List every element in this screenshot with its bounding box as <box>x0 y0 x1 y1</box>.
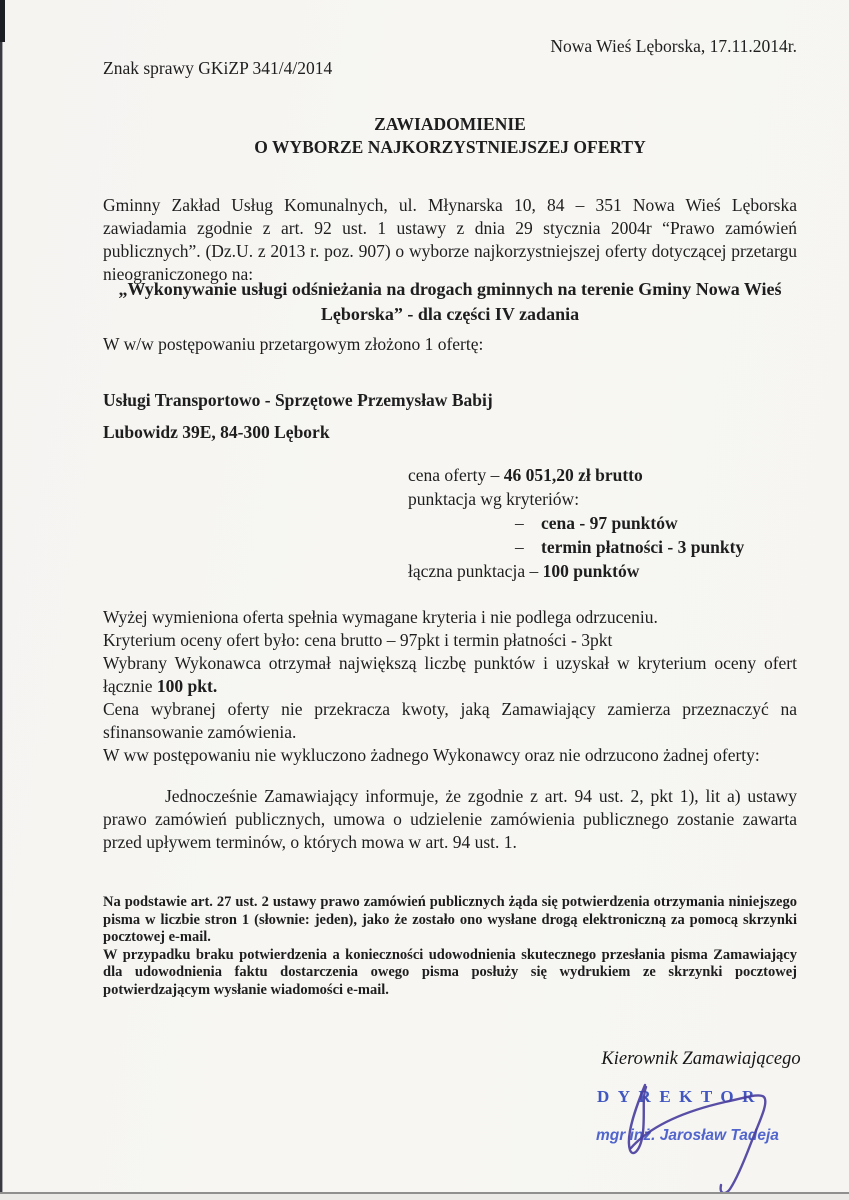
legal-note-proof: W przypadku braku potwierdzenia a konieczności udowodnienia skutecznego przesłania pisma Zamawiający dla udowodnienia faktu dostarczenia owego pisma posłuży się wydrukiem ze skrzynki pocztowej potwierdzającym wysłanie wiadomości e-mail. <box>103 946 797 998</box>
results-block <box>103 606 797 767</box>
subject-line-2: Lęborska” - dla części IV zadania <box>320 304 580 324</box>
pricing-block <box>408 463 744 583</box>
scan-below-page-area <box>0 1194 849 1200</box>
criterion-label: cena - 97 punktów <box>541 513 678 533</box>
result-winner <box>103 652 797 698</box>
director-stamp-name: mgr inż. Jarosław Tadeja <box>596 1127 779 1144</box>
result-criteria-met: Wyżej wymieniona oferta spełnia wymagane kryteria i nie podlega odrzuceniu. <box>103 607 658 627</box>
signature-role-title: Kierownik Zamawiającego <box>601 1049 801 1069</box>
result-criteria-weights: Kryterium oceny ofert było: cena brutto – 97pkt i termin płatności - 3pkt <box>103 630 613 650</box>
scan-left-edge-artifact <box>0 0 3 1194</box>
criterion-dash: – <box>515 513 524 533</box>
subject-heading <box>103 277 797 327</box>
notice-title-block <box>103 113 797 159</box>
price-value: 46 051,20 zł brutto <box>503 465 643 485</box>
result-no-exclusions: W ww postępowaniu nie wykluczono żadnego Wykonawcy oraz nie odrzucono żadnej oferty: <box>103 745 760 765</box>
total-value: 100 punktów <box>542 561 640 581</box>
price-line <box>408 463 744 487</box>
notice-subtitle: O WYBORZE NAJKORZYSTNIEJSZEJ OFERTY <box>254 137 646 157</box>
criterion-item-payment-term <box>408 535 744 559</box>
handwritten-signature <box>575 1075 790 1200</box>
subject-line-1: „Wykonywanie usługi odśnieżania na drogach gminnych na terenie Gminy Nowa Wieś <box>118 279 782 299</box>
criterion-item-price <box>408 511 744 535</box>
criteria-heading: punktacja wg kryteriów: <box>408 489 580 509</box>
legal-notes-block <box>103 894 797 999</box>
signature-long-stroke <box>631 1095 765 1193</box>
director-stamp-title: DYREKTOR <box>597 1087 763 1106</box>
criterion-dash: – <box>515 537 524 557</box>
date-line: Nowa Wieś Lęborska, 17.11.2014r. <box>550 36 797 56</box>
result-winner-points: 100 pkt. <box>156 676 218 696</box>
result-winner-text: Wybrany Wykonawca otrzymał największą liczbę punktów i uzyskał w kryterium oceny ofert łącznie <box>103 653 797 696</box>
case-number: Znak sprawy GKiZP 341/4/2014 <box>103 58 333 78</box>
offers-count-line: W w/w postępowaniu przetargowym złożono 1 ofertę: <box>103 334 484 354</box>
total-label: łączna punktacja – <box>408 561 543 581</box>
legal-note-confirmation: Na podstawie art. 27 ust. 2 ustawy prawo zamówień publicznych żąda się potwierdzenia otrzymania niniejszego pisma w liczbie stron 1 (słownie: jeden), jako że zostało ono wysłane drogą elektroniczną za pomocą skrzynki pocztowej e-mail. <box>103 894 797 945</box>
scan-corner-mark <box>0 0 5 42</box>
notice-title: ZAWIADOMIENIE <box>374 114 526 134</box>
intro-paragraph: Gminny Zakład Usług Komunalnych, ul. Młynarska 10, 84 – 351 Nowa Wieś Lęborska zawiadamia zgodnie z art. 92 ust. 1 ustawy z dnia 29 stycznia 2004r “Prawo zamówień publicznych”. (Dz.U. z 2013 r. poz. 907) o wyborze najkorzystniejszej oferty dotyczącej przetargu nieograniczonego na: <box>103 195 797 284</box>
contractor-address: Lubowidz 39E, 84-300 Lębork <box>103 422 330 442</box>
result-price-within-budget: Cena wybranej oferty nie przekracza kwoty, jaką Zamawiający zamierza przeznaczyć na sfinansowanie zamówienia. <box>103 699 797 742</box>
criterion-label: termin płatności - 3 punkty <box>541 537 745 557</box>
price-label: cena oferty – <box>408 465 504 485</box>
contractor-name: Usługi Transportowo - Sprzętowe Przemysław Babij <box>103 390 493 410</box>
total-points-line <box>408 559 744 583</box>
contract-signing-paragraph: Jednocześnie Zamawiający informuje, że zgodnie z art. 94 ust. 2, pkt 1), lit a) ustawy prawo zamówień publicznych, umowa o udzielenie zamówienia publicznego zostanie zawarta przed upływem terminów, o których mowa w art. 94 ust. 1. <box>103 786 797 852</box>
